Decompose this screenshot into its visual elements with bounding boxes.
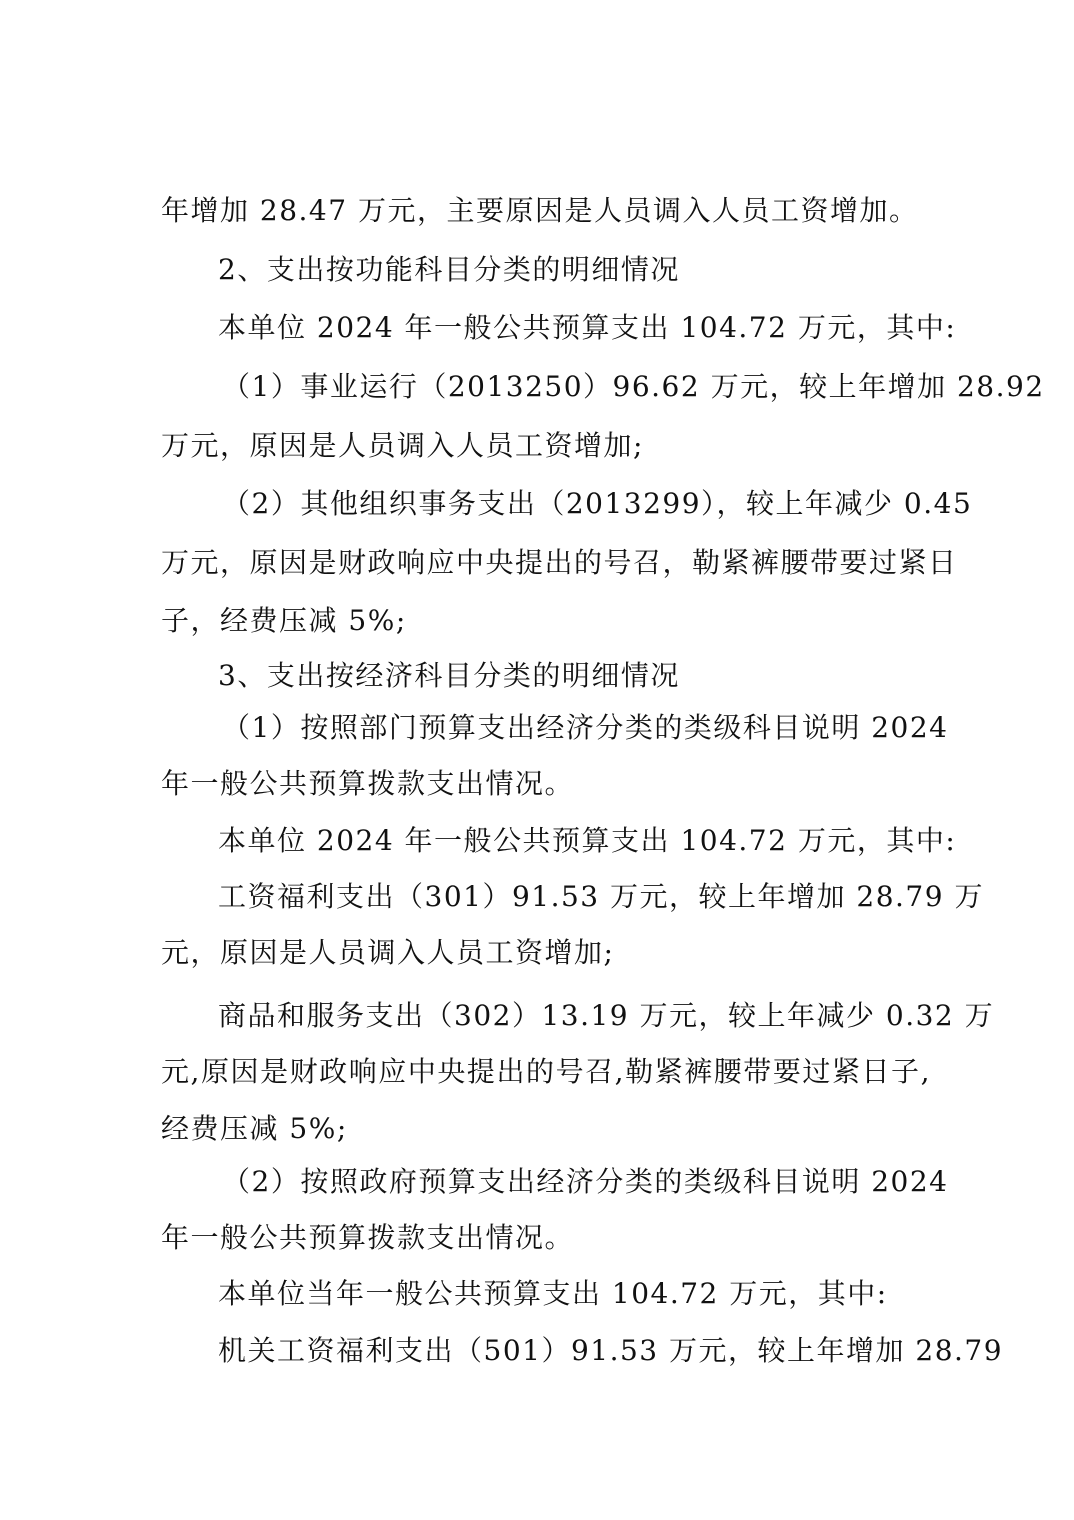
text-line: 子，经费压减 5%; xyxy=(161,604,407,637)
text-line: 工资福利支出（301）91.53 万元，较上年增加 28.79 万 xyxy=(218,880,984,913)
text-line: 元，原因是人员调入人员工资增加; xyxy=(161,936,615,969)
text-line: 年增加 28.47 万元，主要原因是人员调入人员工资增加。 xyxy=(161,194,919,227)
section-heading: 3、支出按经济科目分类的明细情况 xyxy=(218,659,680,692)
text-line: 本单位 2024 年一般公共预算支出 104.72 万元，其中: xyxy=(218,824,957,857)
section-heading: 2、支出按功能科目分类的明细情况 xyxy=(218,253,680,286)
text-line: 机关工资福利支出（501）91.53 万元，较上年增加 28.79 xyxy=(218,1334,1004,1367)
text-line: （1）按照部门预算支出经济分类的类级科目说明 2024 xyxy=(222,711,949,744)
text-line: （1）事业运行（2013250）96.62 万元，较上年增加 28.92 xyxy=(222,370,1045,403)
text-line: 本单位 2024 年一般公共预算支出 104.72 万元，其中: xyxy=(218,311,957,344)
text-line: 年一般公共预算拨款支出情况。 xyxy=(161,1221,575,1254)
text-line: 年一般公共预算拨款支出情况。 xyxy=(161,767,575,800)
text-line: 万元，原因是财政响应中央提出的号召，勒紧裤腰带要过紧日 xyxy=(161,546,958,579)
text-line: 万元，原因是人员调入人员工资增加; xyxy=(161,429,644,462)
text-line: 元,原因是财政响应中央提出的号召,勒紧裤腰带要过紧日子, xyxy=(161,1055,931,1088)
text-line: 经费压减 5%; xyxy=(161,1112,348,1145)
text-line: （2）按照政府预算支出经济分类的类级科目说明 2024 xyxy=(222,1165,949,1198)
text-line: （2）其他组织事务支出（2013299），较上年减少 0.45 xyxy=(222,487,973,520)
text-line: 商品和服务支出（302）13.19 万元，较上年减少 0.32 万 xyxy=(218,999,995,1032)
text-line: 本单位当年一般公共预算支出 104.72 万元，其中: xyxy=(218,1277,888,1310)
